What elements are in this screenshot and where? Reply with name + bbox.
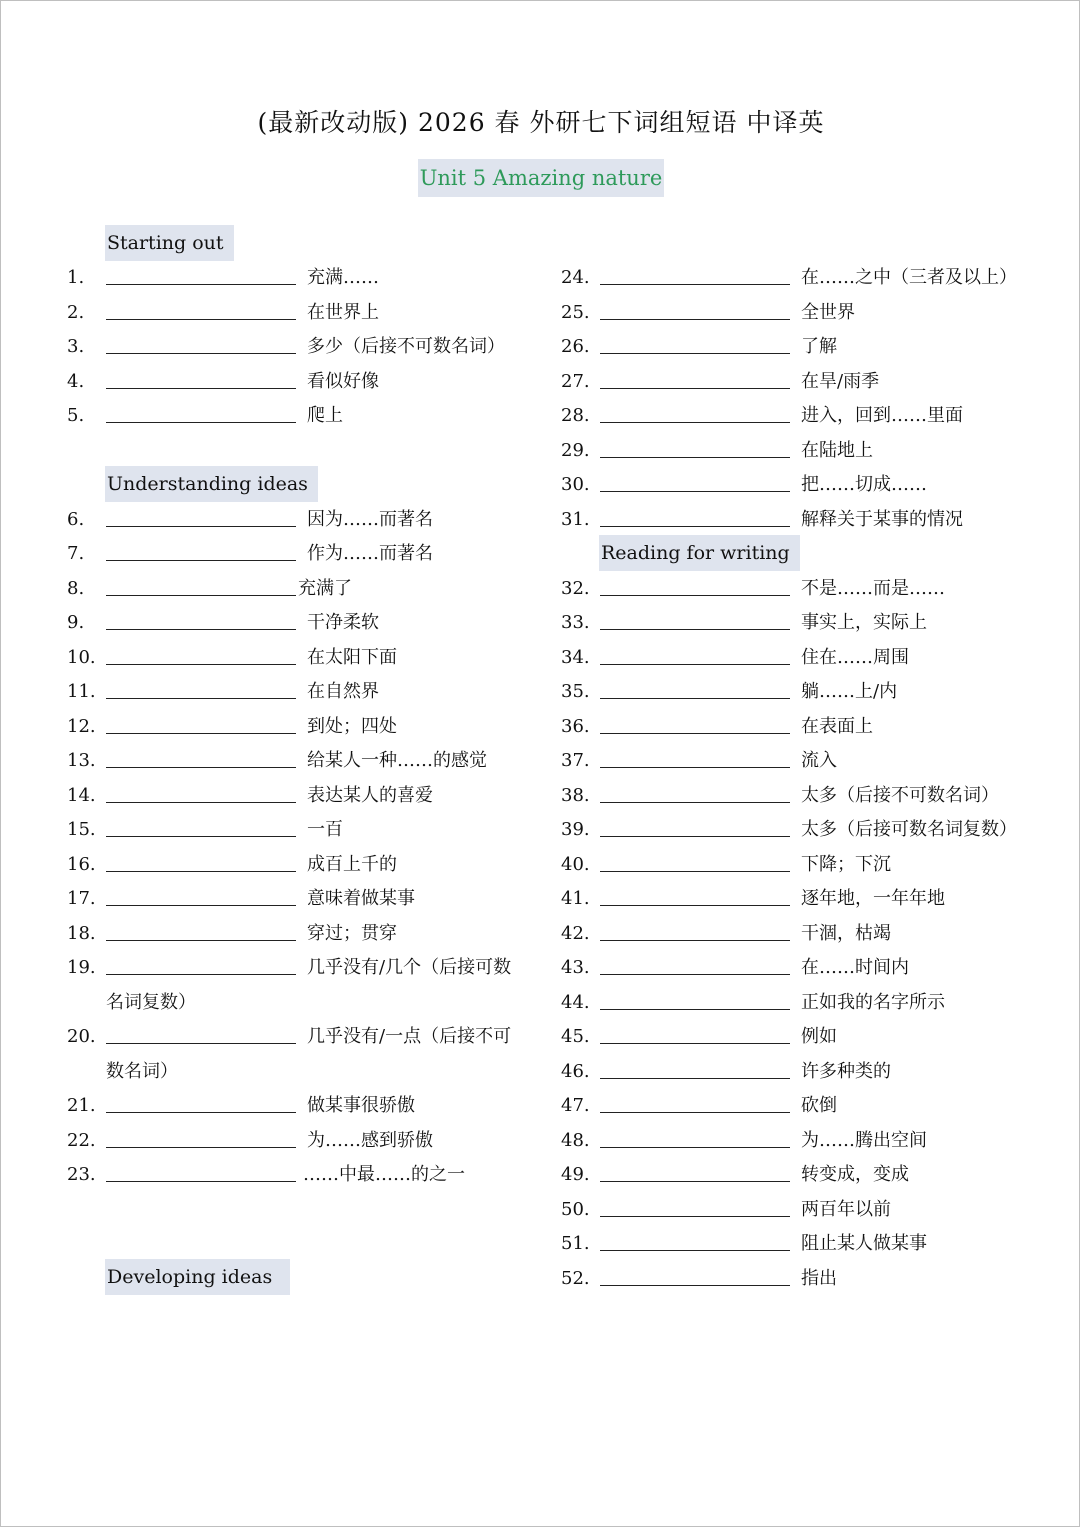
exercise-item [1,1022,1080,1052]
chinese-prompt: 砍倒 [801,1095,837,1116]
chinese-prompt: 全世界 [801,301,855,323]
item-number: 23. [67,1164,96,1185]
chinese-prompt: 充满了 [298,577,352,599]
answer-blank[interactable] [600,664,790,665]
answer-blank[interactable] [600,871,790,872]
section-starting-out: Starting out [105,225,234,261]
chinese-prompt: 下降；下沉 [801,853,891,875]
item-number: 4. [67,370,85,392]
chinese-prompt: 太多（后接不可数名词） [801,784,999,806]
item-number: 16. [67,853,96,875]
answer-blank[interactable] [600,905,790,906]
chinese-prompt: 干净柔软 [307,612,379,633]
chinese-prompt: 作为……而著名 [307,543,433,564]
chinese-prompt: 事实上，实际上 [801,612,927,633]
chinese-prompt: 流入 [801,750,837,771]
item-number: 38. [561,784,590,806]
item-number: 7. [67,543,85,564]
chinese-prompt: 两百年以前 [801,1198,891,1220]
answer-blank[interactable] [600,284,790,285]
item-number: 45. [561,1026,590,1047]
item-number: 6. [67,508,85,530]
item-number: 44. [561,991,590,1013]
section-reading-for-writing: Reading for writing [599,535,800,571]
page-title: (最新改动版) 2026 春 外研七下词组短语 中译英 [257,108,825,137]
exercise-item [1,884,1080,914]
exercise-item [1,919,1080,949]
chinese-prompt: 到处；四处 [307,715,397,737]
chinese-prompt: 太多（后接可数名词复数） [801,819,1017,840]
answer-blank[interactable] [600,629,790,630]
item-number: 28. [561,405,590,426]
answer-blank[interactable] [600,353,790,354]
item-number: 10. [67,646,96,668]
item-number: 41. [561,888,590,909]
answer-blank[interactable] [600,1285,790,1286]
exercise-item [1,401,1080,431]
answer-blank[interactable] [600,1009,790,1010]
chinese-prompt: 在……之中（三者及以上） [801,267,1017,288]
chinese-prompt: 住在……周围 [801,646,909,668]
chinese-prompt: 阻止某人做某事 [801,1233,927,1254]
exercise-item [1,988,1080,1018]
answer-blank[interactable] [600,526,790,527]
answer-blank[interactable] [600,836,790,837]
answer-blank[interactable] [600,974,790,975]
exercise-item [1,298,1080,328]
item-number: 3. [67,336,85,357]
exercise-item [1,746,1080,776]
item-number: 36. [561,715,590,737]
chinese-prompt: 在世界上 [307,301,379,323]
chinese-prompt: 了解 [801,336,837,357]
answer-blank[interactable] [600,457,790,458]
chinese-prompt: 多少（后接不可数名词） [307,336,505,357]
item-number: 47. [561,1095,590,1116]
chinese-prompt: 给某人一种……的感觉 [307,750,487,771]
item-number: 5. [67,405,85,426]
exercise-item [1,436,1080,466]
chinese-prompt: 躺……上/内 [801,681,898,702]
chinese-prompt: 为……腾出空间 [801,1129,927,1151]
exercise-item [1,643,1080,673]
answer-blank[interactable] [600,733,790,734]
exercise-item [1,1091,1080,1121]
answer-blank[interactable] [600,595,790,596]
chinese-prompt: 把……切成…… [801,474,927,495]
chinese-prompt: 为……感到骄傲 [307,1129,433,1151]
item-number: 37. [561,750,590,771]
exercise-item [1,953,1080,983]
answer-blank[interactable] [600,767,790,768]
item-number: 39. [561,819,590,840]
exercise-item [1,263,1080,293]
answer-blank[interactable] [600,1147,790,1148]
chinese-prompt: 进入，回到……里面 [801,405,963,426]
item-number: 42. [561,922,590,944]
section-understanding-ideas: Understanding ideas [105,466,318,502]
chinese-prompt: 在表面上 [801,715,873,737]
chinese-prompt: 解释关于某事的情况 [801,508,963,530]
answer-blank[interactable] [106,560,296,561]
chinese-prompt: ……中最……的之一 [303,1164,465,1185]
chinese-prompt: 在……时间内 [801,957,909,978]
chinese-prompt: 一百 [307,819,343,840]
answer-blank[interactable] [600,1250,790,1251]
chinese-prompt: 意味着做某事 [307,888,415,909]
chinese-prompt: 爬上 [307,405,343,426]
item-number: 29. [561,439,590,461]
item-number: 26. [561,336,590,357]
item-number: 1. [67,267,85,288]
chinese-prompt: 做某事很骄傲 [307,1095,415,1116]
item-number: 46. [561,1060,590,1082]
item-number: 32. [561,577,590,599]
answer-blank[interactable] [600,491,790,492]
exercise-item [1,1126,1080,1156]
item-number: 24. [561,267,590,288]
exercise-item [1,367,1080,397]
item-number: 27. [561,370,590,392]
item-number: 43. [561,957,590,978]
item-number: 19. [67,957,96,978]
item-number: 49. [561,1164,590,1185]
item-number: 48. [561,1129,590,1151]
answer-blank[interactable] [600,388,790,389]
item-number: 52. [561,1267,590,1289]
exercise-item [1,505,1080,535]
exercise-item [1,1057,1080,1087]
item-number: 31. [561,508,590,530]
chinese-prompt: 不是……而是…… [801,577,945,599]
item-number: 13. [67,750,96,771]
exercise-item [1,470,1080,500]
chinese-prompt-continued: 数名词） [106,1060,178,1082]
chinese-prompt: 在旱/雨季 [801,370,880,392]
chinese-prompt: 因为……而著名 [307,508,433,530]
item-number: 33. [561,612,590,633]
chinese-prompt: 正如我的名字所示 [801,991,945,1013]
item-number: 8. [67,577,85,599]
chinese-prompt: 看似好像 [307,370,379,392]
item-number: 14. [67,784,96,806]
answer-blank[interactable] [600,422,790,423]
exercise-item [1,1160,1080,1190]
item-number: 40. [561,853,590,875]
item-number: 17. [67,888,96,909]
chinese-prompt: 表达某人的喜爱 [307,784,433,806]
item-number: 12. [67,715,96,737]
unit-subtitle: Unit 5 Amazing nature [418,159,665,197]
item-number: 20. [67,1026,96,1047]
item-number: 35. [561,681,590,702]
chinese-prompt: 例如 [801,1026,837,1047]
item-number: 51. [561,1233,590,1254]
chinese-prompt: 穿过；贯穿 [307,922,397,944]
chinese-prompt: 许多种类的 [801,1060,891,1082]
answer-blank[interactable] [600,1112,790,1113]
item-number: 11. [67,681,96,702]
exercise-item [1,712,1080,742]
item-number: 25. [561,301,590,323]
section-developing-ideas: Developing ideas [105,1259,290,1295]
chinese-prompt: 充满…… [307,267,379,288]
answer-blank[interactable] [600,802,790,803]
chinese-prompt: 几乎没有/一点（后接不可 [307,1026,512,1047]
exercise-item [1,608,1080,638]
item-number: 50. [561,1198,590,1220]
exercise-item [1,1229,1080,1259]
exercise-item [1,815,1080,845]
item-number: 22. [67,1129,96,1151]
exercise-item [1,539,1080,569]
chinese-prompt: 逐年地，一年年地 [801,888,945,909]
exercise-item [1,332,1080,362]
answer-blank[interactable] [600,1181,790,1182]
chinese-prompt: 转变成，变成 [801,1164,909,1185]
answer-blank[interactable] [600,1078,790,1079]
exercise-item [1,1195,1080,1225]
chinese-prompt: 在自然界 [307,681,379,702]
item-number: 2. [67,301,85,323]
exercise-item [1,1264,1080,1294]
chinese-prompt: 几乎没有/几个（后接可数 [307,957,512,978]
item-number: 18. [67,922,96,944]
chinese-prompt-continued: 名词复数） [106,991,196,1013]
item-number: 21. [67,1095,96,1116]
item-number: 34. [561,646,590,668]
chinese-prompt: 在太阳下面 [307,646,397,668]
answer-blank[interactable] [600,940,790,941]
answer-blank[interactable] [600,319,790,320]
exercise-item [1,781,1080,811]
chinese-prompt: 成百上千的 [307,853,397,875]
item-number: 15. [67,819,96,840]
item-number: 30. [561,474,590,495]
answer-blank[interactable] [600,698,790,699]
item-number: 9. [67,612,85,633]
chinese-prompt: 指出 [801,1267,837,1289]
chinese-prompt: 在陆地上 [801,439,873,461]
chinese-prompt: 干涸，枯竭 [801,922,891,944]
exercise-item [1,677,1080,707]
answer-blank[interactable] [600,1216,790,1217]
exercise-item [1,850,1080,880]
exercise-item [1,574,1080,604]
answer-blank[interactable] [600,1043,790,1044]
